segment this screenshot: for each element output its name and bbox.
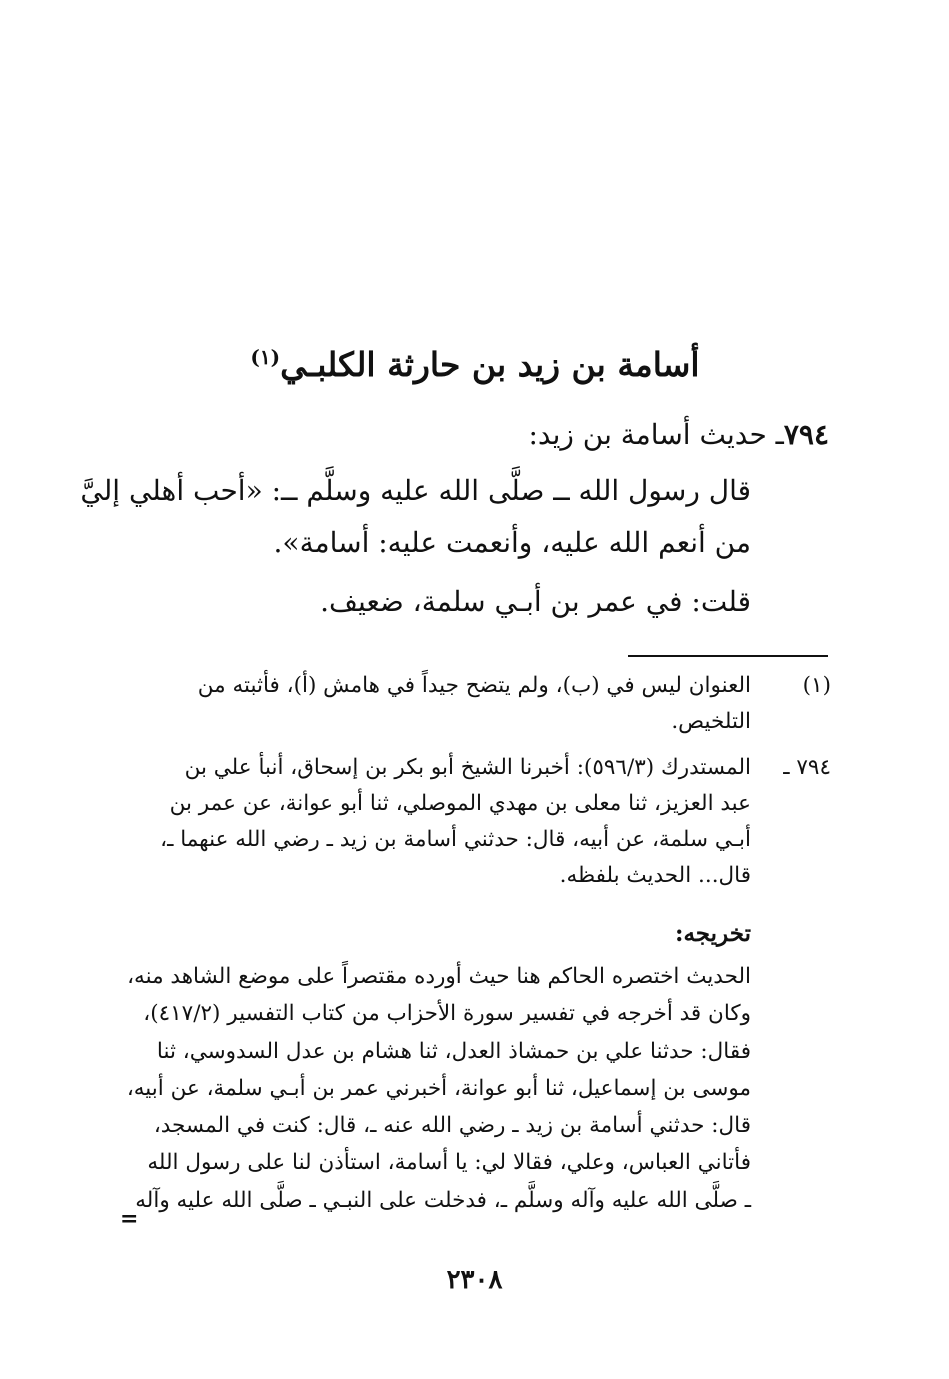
footnote-794-line-4: قال... الحديث بلفظه. [559, 863, 751, 888]
page-number: ٢٣٠٨ [446, 1265, 503, 1295]
footnote-794 [111, 750, 831, 900]
takhrij-line-1: الحديث اختصره الحاكم هنا حيث أورده مقتصراً على موضع الشاهد منه، [127, 964, 751, 989]
section-heading [180, 345, 770, 385]
hadith-title: حديث أسامة بن زيد: [528, 418, 767, 451]
footnote-794-line-2: عبد العزيز، ثنا معلى بن مهدي الموصلي، ثنا أبو عوانة، عن عمر بن [169, 791, 751, 816]
takhrij-heading: تخريجه: [674, 920, 751, 947]
footnote-1-body [131, 668, 751, 740]
continuation-mark: = [120, 1206, 139, 1232]
hadith-text-line-1: قال رسول الله ــ صلَّى الله عليه وسلَّم ــ: «أحب أهلي إليَّ [80, 474, 751, 507]
hadith-comment: قلت: في عمر بن أبـي سلمة، ضعيف. [320, 585, 751, 618]
heading-footnote-marker: (١) [250, 345, 281, 369]
footnote-1-marker: (١) [802, 673, 831, 698]
heading-title: أسامة بن زيد بن حارثة الكلبـي [280, 345, 700, 384]
footnote-794-line-3: أبـي سلمة، عن أبيه، قال: حدثني أسامة بن زيد ـ رضي الله عنهما ـ، [160, 827, 751, 852]
hadith-number: ٧٩٤ [783, 418, 829, 451]
hadith-dash: ـ [775, 418, 784, 451]
takhrij-line-3: فقال: حدثنا علي بن حمشاذ العدل، ثنا هشام بن عدل السدوسي، ثنا [156, 1038, 751, 1064]
takhrij-body [126, 958, 751, 1219]
footnote-1-line-2: التلخيص. [671, 709, 751, 734]
footnote-794-line-1: المستدرك (٥٩٦/٣): أخبرنا الشيخ أبو بكر بن إسحاق، أنبأ علي بن [184, 755, 751, 780]
takhrij-line-2: وكان قد أخرجه في تفسير سورة الأحزاب من كتاب التفسير (٤١٧/٢)، [143, 1001, 751, 1027]
hadith-title-line [129, 418, 829, 452]
footnote-794-body [131, 750, 751, 894]
footnote-794-marker: ٧٩٤ ـ [783, 755, 831, 780]
footnote-1 [111, 668, 831, 748]
footnote-separator [628, 655, 828, 657]
takhrij-line-5: قال: حدثني أسامة بن زيد ـ رضي الله عنه ـ، قال: كنت في المسجد، [153, 1113, 751, 1139]
takhrij-line-4: موسى بن إسماعيل، ثنا أبو عوانة، أخبرني عمر بن أبـي سلمة، عن أبيه، [126, 1075, 751, 1101]
footnote-1-line-1: العنوان ليس في (ب)، ولم يتضح جيداً في هامش (أ)، فأثبته من [197, 673, 751, 698]
takhrij-line-7: ـ صلَّى الله عليه وآله وسلَّم ـ، فدخلت على النبـي ـ صلَّى الله عليه وآله [135, 1187, 751, 1213]
takhrij-line-6: فأتاني العباس، وعلي، فقالا لي: يا أسامة، استأذن لنا على رسول الله [147, 1150, 751, 1176]
hadith-text-line-2: من أنعم الله عليه، وأنعمت عليه: أسامة». [273, 526, 751, 559]
